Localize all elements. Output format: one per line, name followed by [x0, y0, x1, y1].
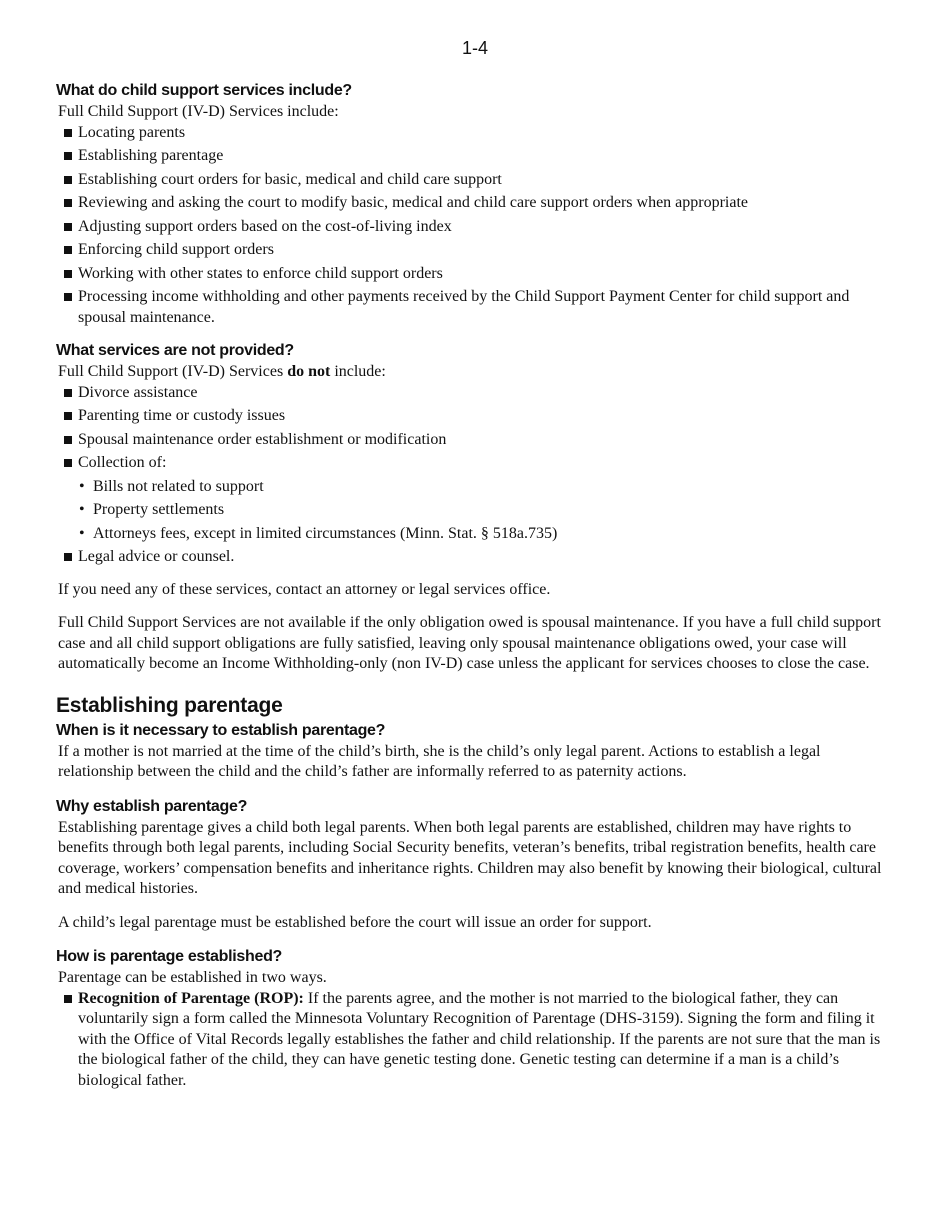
list-item: Reviewing and asking the court to modify basic, medical and child care support orders when appropriate	[78, 193, 886, 214]
section-heading-services-include: What do child support services include?	[56, 82, 352, 99]
list-item: Divorce assistance	[78, 383, 886, 404]
sub-list-item: • Attorneys fees, except in limited circumstances (Minn. Stat. § 518a.735)	[93, 524, 886, 545]
list-item-label: Collection of:	[78, 454, 167, 471]
intro-text-end: include:	[330, 363, 386, 380]
paragraph-contact-attorney: If you need any of these services, contact an attorney or legal services office.	[58, 580, 551, 598]
list-item: Legal advice or counsel.	[78, 547, 886, 568]
list-item: Locating parents	[78, 123, 886, 144]
parentage-methods-list	[56, 989, 886, 1092]
intro-text: Full Child Support (IV-D) Services	[58, 363, 288, 380]
services-include-intro: Full Child Support (IV-D) Services include:	[58, 103, 339, 120]
paragraph-why-establish: Establishing parentage gives a child both legal parents. When both legal parents are established, children may have rights to benefits through both legal parents, including Social Security benefits, veteran’s benefits, tribal registration benefits, health care coverage, workers’ compensation benefits and inheritance rights. Children may also benefit by knowing their biological, cultural and medical histories.	[58, 818, 882, 897]
list-item: Working with other states to enforce child support orders	[78, 264, 886, 285]
list-item: Parenting time or custody issues	[78, 406, 886, 427]
list-item: Adjusting support orders based on the cost-of-living index	[78, 217, 886, 238]
section-heading-not-provided: What services are not provided?	[56, 342, 294, 359]
list-item: Enforcing child support orders	[78, 240, 886, 261]
subheading-how-established: How is parentage established?	[56, 948, 283, 965]
collection-sublist	[78, 477, 886, 545]
sub-list-item: • Bills not related to support	[93, 477, 886, 498]
list-item-rop	[78, 989, 886, 1092]
document-body	[56, 80, 886, 1094]
list-item: Processing income withholding and other payments received by the Child Support Payment Center for child support and spousal maintenance.	[78, 287, 886, 328]
paragraph-how-established: Parentage can be established in two ways.	[58, 969, 327, 986]
not-provided-list	[56, 383, 886, 568]
list-item: Establishing parentage	[78, 146, 886, 167]
subheading-why-establish: Why establish parentage?	[56, 797, 248, 815]
section-title-establishing-parentage: Establishing parentage	[56, 693, 283, 717]
list-item-collection	[78, 453, 886, 544]
paragraph-legal-parentage: A child’s legal parentage must be established before the court will issue an order for support.	[58, 913, 652, 931]
list-item: Establishing court orders for basic, medical and child care support	[78, 170, 886, 191]
page-number: 1-4	[461, 38, 488, 58]
rop-text: If the parents agree, and the mother is not married to the biological father, they can voluntarily sign a form called the Minnesota Voluntary Recognition of Parentage (DHS-3159). Signing the form and filing it with the Office of Vital Records legally establishes the father and child relationship. If the parents are not sure that the man is the biological father of the child, they can have genetic testing done. Genetic testing can determine if a man is a child’s biological father.	[78, 989, 881, 1089]
subheading-when-necessary: When is it necessary to establish parentage?	[56, 721, 386, 739]
rop-label: Recognition of Parentage (ROP):	[78, 989, 304, 1007]
intro-emphasis: do not	[287, 363, 331, 380]
list-item: Spousal maintenance order establishment or modification	[78, 430, 886, 451]
not-provided-intro	[58, 362, 886, 383]
services-include-list	[56, 123, 886, 329]
paragraph-when-necessary: If a mother is not married at the time of the child’s birth, she is the child’s only legal parent. Actions to establish a legal relationship between the child and the child’s father are informally referred to as paternity actions.	[58, 742, 821, 780]
paragraph-spousal-maintenance: Full Child Support Services are not available if the only obligation owed is spousal maintenance. If you have a full child support case and all child support obligations are fully satisfied, leaving only spousal maintenance obligations owed, your case will automatically become an Income Withholding-only (non IV-D) case unless the applicant for services chooses to close the case.	[58, 614, 881, 672]
sub-list-item: • Property settlements	[93, 500, 886, 521]
